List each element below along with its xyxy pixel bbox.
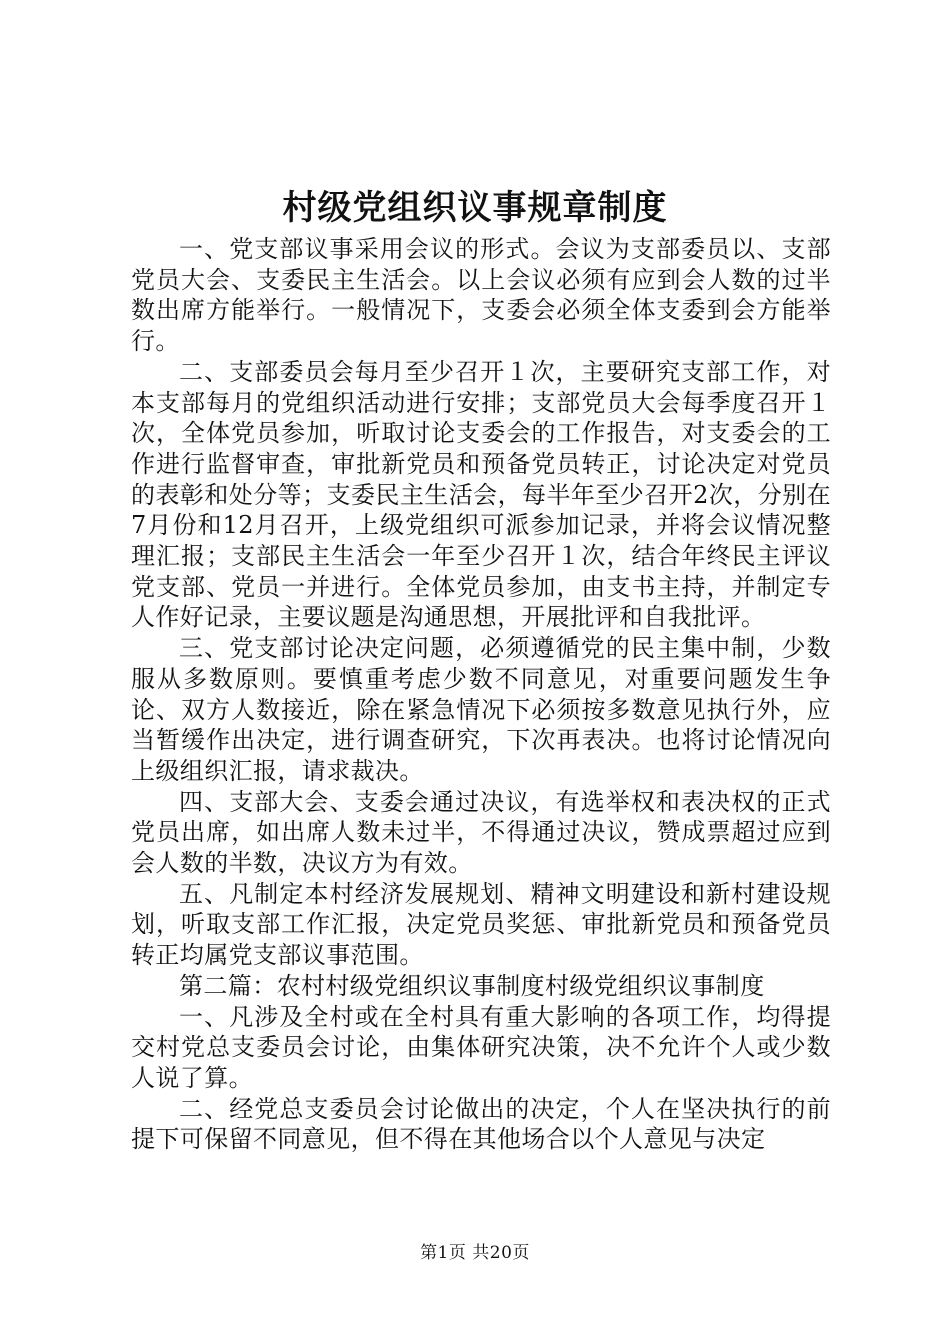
section-heading-2: 第二篇：农村村级党组织议事制度村级党组织议事制度	[179, 971, 765, 1000]
paragraph-6: 一、凡涉及全村或在全村具有重大影响的各项工作，均得提交村党总支委员会讨论，由集体研究决策，决不允许个人或少数人说了算。	[131, 1002, 831, 1092]
paragraph-3: 三、党支部讨论决定问题，必须遵循党的民主集中制，少数服从多数原则。要慎重考虑少数不同意见，对重要问题发生争论、双方人数接近，除在紧急情况下必须按多数意见执行外，应当暂缓作出决定，进行调查研究，下次再表决。也将讨论情况向上级组织汇报，请求裁决。	[131, 634, 831, 785]
paragraph-7: 二、经党总支委员会讨论做出的决定，个人在坚决执行的前提下可保留不同意见，但不得在其他场合以个人意见与决定	[131, 1094, 831, 1154]
page-title: 村级党组织议事规章制度	[282, 188, 668, 228]
document-body	[131, 234, 831, 1155]
paragraph-5: 五、凡制定本村经济发展规划、精神文明建设和新村建设规划，听取支部工作汇报，决定党员奖惩、审批新党员和预备党员转正均属党支部议事范围。	[131, 879, 831, 970]
paragraph-4: 四、支部大会、支委会通过决议，有选举权和表决权的正式党员出席，如出席人数未过半，不得通过决议，赞成票超过应到会人数的半数，决议方为有效。	[131, 787, 831, 878]
paragraph-1: 一、党支部议事采用会议的形式。会议为支部委员以、支部党员大会、支委民主生活会。以上会议必须有应到会人数的过半数出席方能举行。一般情况下，支委会必须全体支委到会方能举行。	[131, 235, 831, 356]
paragraph-2: 二、支部委员会每月至少召开１次，主要研究支部工作，对本支部每月的党组织活动进行安排；支部党员大会每季度召开１次，全体党员参加，听取讨论支委会的工作报告，对支委会的工作进行监督审查，审批新党员和预备党员转正，讨论决定对党员的表彰和处分等；支委民主生活会，每半年至少召开2次，分别在7月份和12月召开，上级党组织可派参加记录，并将会议情况整理汇报；支部民主生活会一年至少召开１次，结合年终民主评议党支部、党员一并进行。全体党员参加，由支书主持，并制定专人作好记录，主要议题是沟通思想，开展批评和自我批评。	[131, 357, 831, 632]
page-number-footer: 第1页 共20页	[420, 1243, 530, 1263]
